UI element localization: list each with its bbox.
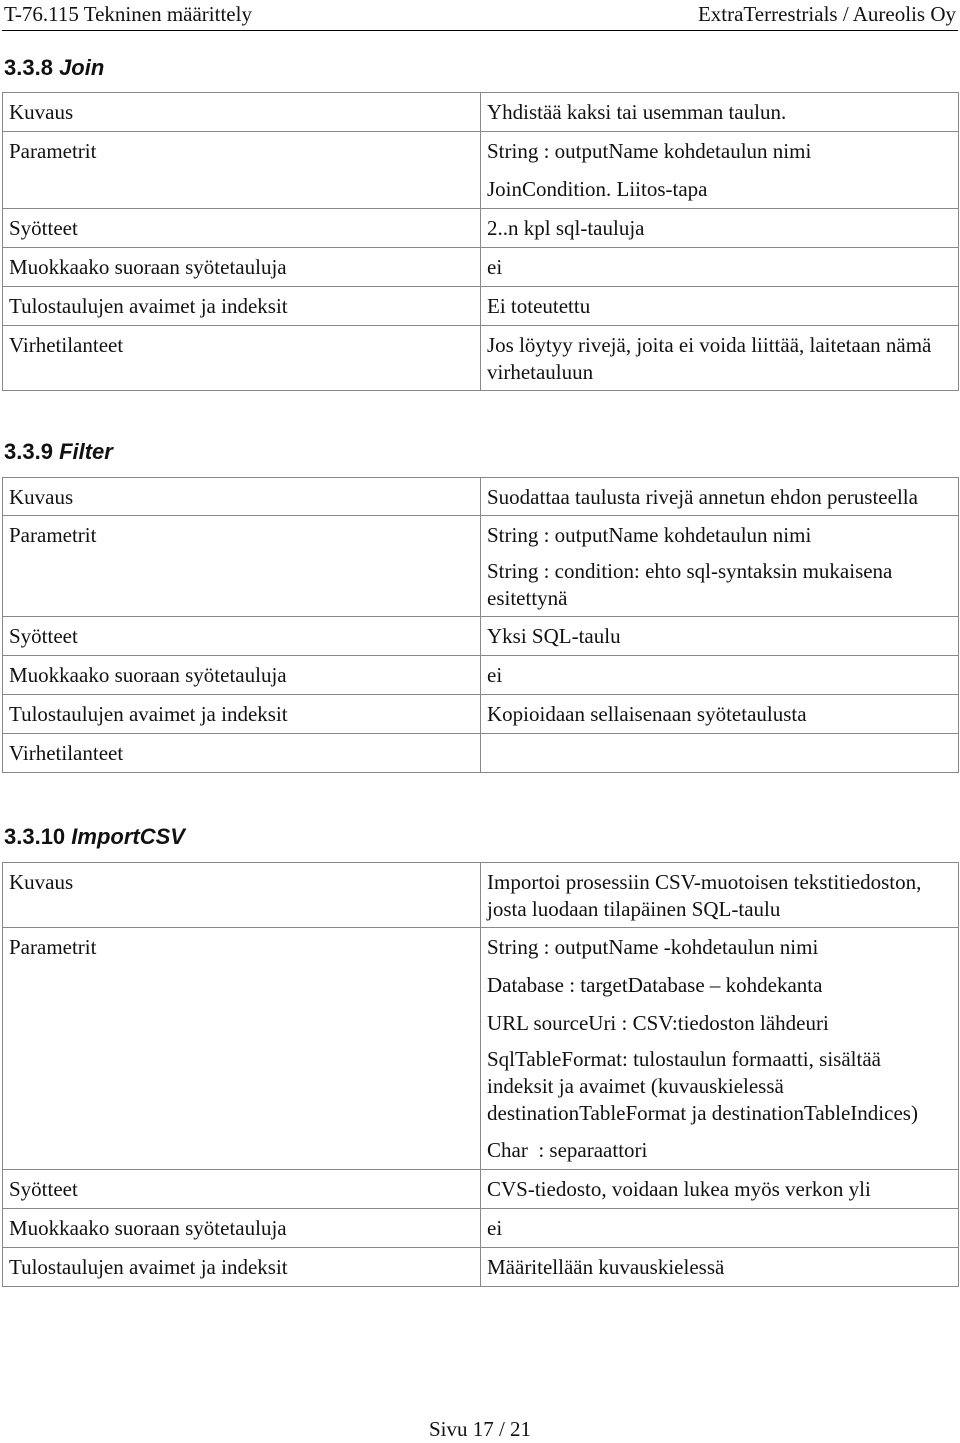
importcsv-kuvaus: Importoi prosessiin CSV-muotoisen tekstitiedoston, josta luodaan tilapäinen SQL-taulu xyxy=(487,870,922,921)
table-row xyxy=(3,928,959,1170)
join-tulostaulut: Ei toteutettu xyxy=(487,294,591,318)
importcsv-table xyxy=(2,862,959,1287)
table-row xyxy=(3,132,959,209)
section-number: 3.3.8 xyxy=(4,55,53,80)
row-label-muokkaako: Muokkaako suoraan syötetauluja xyxy=(9,663,287,687)
importcsv-param-3: URL sourceUri : CSV:tiedoston lähdeuri xyxy=(487,1011,829,1035)
table-row xyxy=(3,93,959,132)
filter-syotteet: Yksi SQL-taulu xyxy=(487,624,621,648)
section-number: 3.3.9 xyxy=(4,439,53,464)
row-label-parametrit: Parametrit xyxy=(9,139,97,163)
join-table xyxy=(2,92,959,391)
table-row xyxy=(3,516,959,617)
join-param-2: JoinCondition. Liitos-tapa xyxy=(487,177,708,201)
row-label-syotteet: Syötteet xyxy=(9,624,78,648)
table-row xyxy=(3,863,959,928)
section-number: 3.3.10 xyxy=(4,824,66,849)
row-label-muokkaako: Muokkaako suoraan syötetauluja xyxy=(9,255,287,279)
table-row xyxy=(3,209,959,248)
join-kuvaus: Yhdistää kaksi tai usemman taulun. xyxy=(487,100,787,124)
section-heading-join xyxy=(4,54,104,82)
filter-param-2: String : condition: ehto sql-syntaksin mukaisena esitettynä xyxy=(487,559,893,610)
table-row xyxy=(3,287,959,326)
importcsv-muokkaako: ei xyxy=(487,1216,503,1240)
section-heading-filter xyxy=(4,438,113,466)
row-label-tulostaulut: Tulostaulujen avaimet ja indeksit xyxy=(9,1255,288,1279)
join-syotteet: 2..n kpl sql-tauluja xyxy=(487,216,645,240)
section-name: ImportCSV xyxy=(71,824,185,849)
section-heading-importcsv xyxy=(4,823,185,851)
filter-tulostaulut: Kopioidaan sellaisenaan syötetaulusta xyxy=(487,702,807,726)
table-row xyxy=(3,617,959,656)
row-label-muokkaako: Muokkaako suoraan syötetauluja xyxy=(9,1216,287,1240)
page-number: Sivu 17 / 21 xyxy=(428,1417,532,1441)
row-label-kuvaus: Kuvaus xyxy=(9,870,74,894)
join-muokkaako: ei xyxy=(487,255,503,279)
document-header-company: ExtraTerrestrials / Aureolis Oy xyxy=(697,2,956,26)
filter-kuvaus: Suodattaa taulusta rivejä annetun ehdon perusteella xyxy=(487,485,918,509)
document-header-title: T-76.115 Tekninen määrittely xyxy=(4,2,252,26)
row-label-virhetilanteet: Virhetilanteet xyxy=(9,333,124,357)
section-name: Filter xyxy=(59,439,113,464)
filter-virheet xyxy=(481,734,958,772)
row-label-tulostaulut: Tulostaulujen avaimet ja indeksit xyxy=(9,702,288,726)
filter-muokkaako: ei xyxy=(487,663,503,687)
table-row xyxy=(3,1248,959,1287)
section-name: Join xyxy=(59,55,105,80)
row-label-parametrit: Parametrit xyxy=(9,523,97,547)
table-row xyxy=(3,326,959,391)
row-label-syotteet: Syötteet xyxy=(9,1177,78,1201)
table-row xyxy=(3,734,959,773)
row-label-kuvaus: Kuvaus xyxy=(9,100,74,124)
table-row xyxy=(3,656,959,695)
header-divider xyxy=(2,30,958,31)
filter-table xyxy=(2,477,959,773)
table-row xyxy=(3,695,959,734)
join-virheet: Jos löytyy rivejä, joita ei voida liittää, laitetaan nämä virhetauluun xyxy=(487,333,932,384)
join-param-1: String : outputName kohdetaulun nimi xyxy=(487,139,812,163)
importcsv-param-4: SqlTableFormat: tulostaulun formaatti, sisältää indeksit ja avaimet (kuvauskielessä destinationTableFormat ja destinationTableIndices) xyxy=(487,1047,918,1125)
importcsv-tulostaulut: Määritellään kuvauskielessä xyxy=(487,1255,725,1279)
importcsv-syotteet: CVS-tiedosto, voidaan lukea myös verkon yli xyxy=(487,1177,871,1201)
row-label-virhetilanteet: Virhetilanteet xyxy=(9,741,124,765)
row-label-syotteet: Syötteet xyxy=(9,216,78,240)
table-row xyxy=(3,1170,959,1209)
importcsv-param-1: String : outputName -kohdetaulun nimi xyxy=(487,935,819,959)
row-label-tulostaulut: Tulostaulujen avaimet ja indeksit xyxy=(9,294,288,318)
row-label-parametrit: Parametrit xyxy=(9,935,97,959)
importcsv-param-2: Database : targetDatabase – kohdekanta xyxy=(487,973,823,997)
table-row xyxy=(3,1209,959,1248)
importcsv-param-5: Char : separaattori xyxy=(487,1138,648,1162)
table-row xyxy=(3,478,959,516)
table-row xyxy=(3,248,959,287)
filter-param-1: String : outputName kohdetaulun nimi xyxy=(487,523,812,547)
row-label-kuvaus: Kuvaus xyxy=(9,485,74,509)
